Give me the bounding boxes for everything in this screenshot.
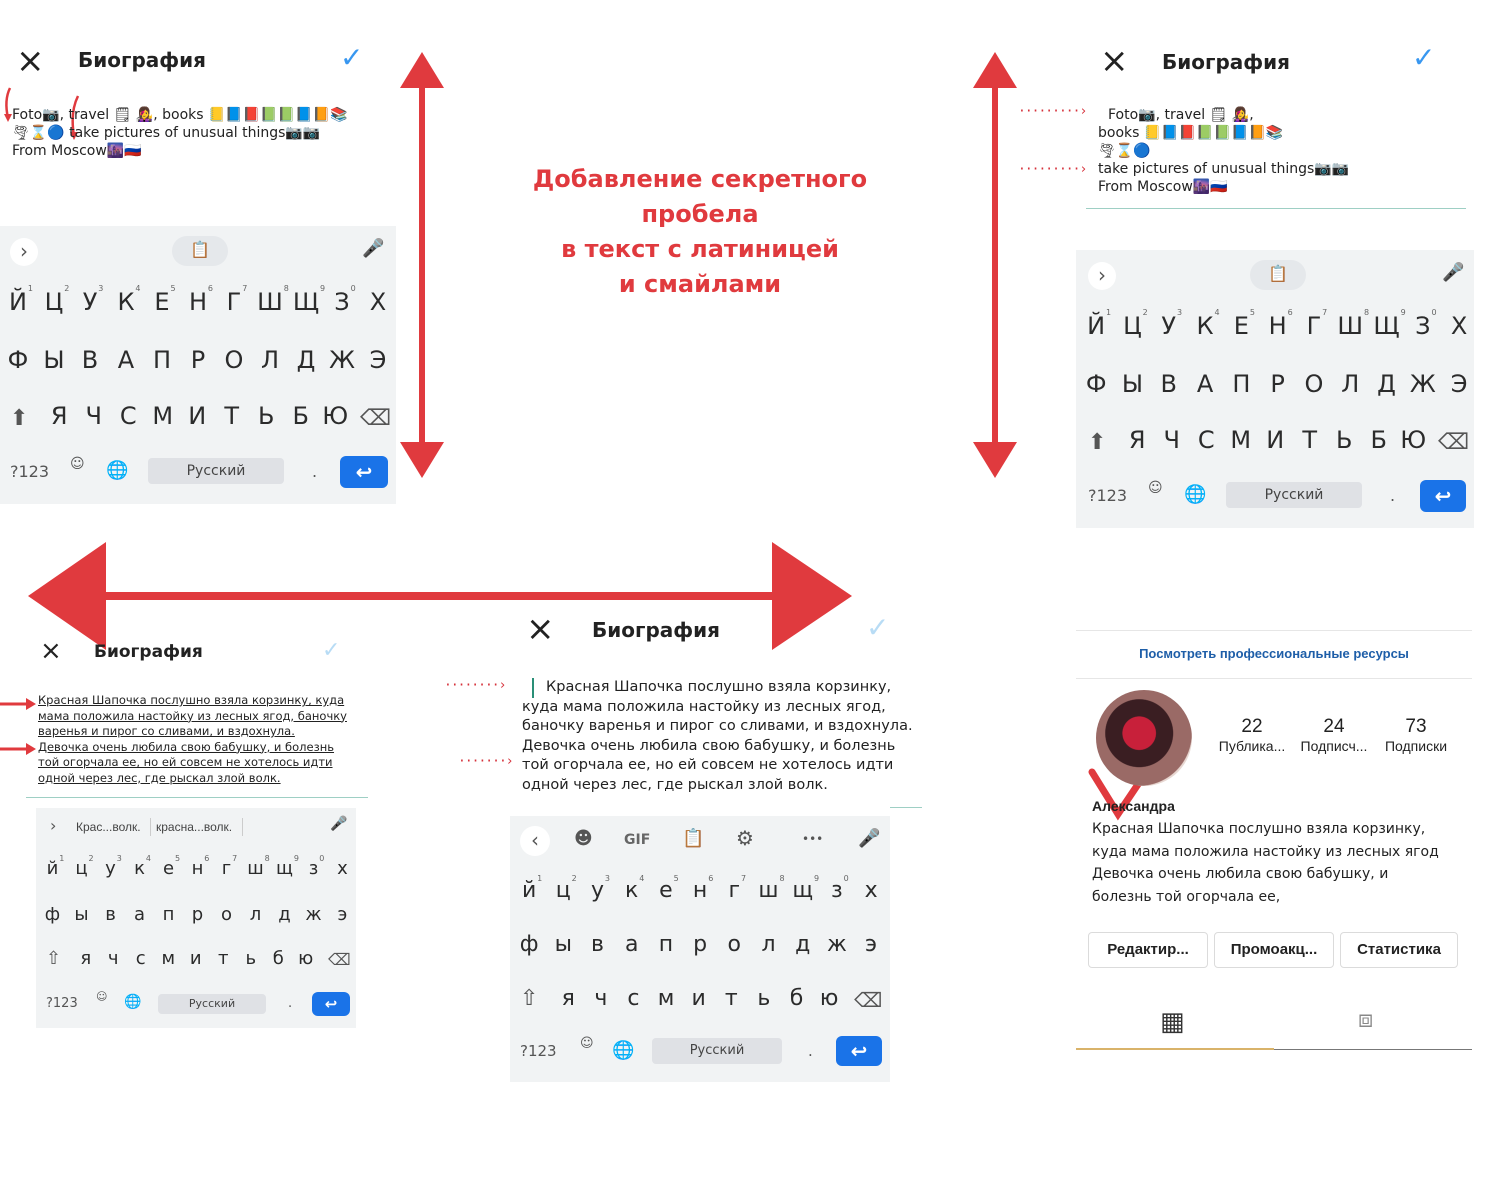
input-underline	[890, 807, 922, 808]
active-tab-indicator	[1076, 1048, 1274, 1050]
key[interactable]: г 7	[728, 874, 747, 903]
shift-icon[interactable]: ⇧	[46, 948, 62, 969]
key[interactable]: Э	[1450, 370, 1468, 398]
horizontal-double-arrow	[28, 542, 852, 650]
key[interactable]: ж	[826, 932, 847, 957]
key[interactable]: У 3	[1161, 308, 1183, 340]
key[interactable]: Д	[1377, 370, 1396, 398]
globe-icon[interactable]: 🌐	[1184, 484, 1207, 505]
key[interactable]: я	[80, 948, 92, 969]
key[interactable]: т	[218, 948, 229, 969]
key[interactable]: з 0	[831, 874, 849, 903]
chevron-left-icon[interactable]: ‹	[520, 826, 550, 856]
gear-icon[interactable]: ⚙	[736, 826, 754, 850]
close-icon[interactable]: ×	[16, 41, 45, 81]
vertical-arrow-left	[400, 52, 444, 478]
shift-icon[interactable]: ⬆	[10, 406, 29, 431]
globe-icon[interactable]: 🌐	[124, 994, 142, 1010]
backspace-icon[interactable]: ⌫	[360, 406, 392, 431]
key[interactable]: ю	[819, 986, 839, 1011]
tab-divider	[1274, 1049, 1472, 1050]
key-digit-hint: 1	[59, 854, 65, 863]
keyboard	[36, 808, 356, 1028]
stat-following[interactable]	[1376, 716, 1456, 754]
small-red-arrows-panel3	[0, 698, 36, 755]
bio-line: Девочка очень любила свою бабушку, и болезнь	[522, 737, 896, 754]
mic-icon[interactable]: 🎤	[330, 816, 348, 832]
close-icon[interactable]: ×	[40, 636, 62, 666]
key-digit-hint: 4	[639, 874, 645, 883]
key[interactable]: К 4	[1196, 308, 1220, 340]
bio-line: одной через лес, где рыскал злой волк.	[522, 776, 828, 793]
key-digit-hint: 4	[1214, 308, 1220, 317]
dashed-arrow: ·······›	[458, 754, 513, 769]
edit-profile-button[interactable]: Редактир...	[1088, 932, 1208, 968]
bio-line: From Moscow🌆🇷🇺	[1098, 179, 1228, 195]
key-digit-hint: 1	[27, 284, 33, 293]
key[interactable]: Й 1	[9, 284, 33, 316]
key[interactable]: а	[624, 932, 639, 957]
key[interactable]: а	[133, 904, 146, 925]
key-digit-hint: 0	[843, 874, 849, 883]
bio-line: варенья и пирог со сливами, и вздохнула.	[38, 724, 295, 738]
key-digit-hint: 3	[604, 874, 610, 883]
key[interactable]: у 3	[105, 854, 122, 879]
key-digit-hint: 7	[740, 874, 747, 883]
stat-value: 73	[1405, 716, 1427, 737]
bio-line: 🌪⌛🔵 take pictures of unusual things📷📷	[12, 125, 321, 141]
more-icon[interactable]: •••	[802, 832, 824, 846]
key[interactable]: В	[81, 346, 99, 374]
key-digit-hint: 4	[135, 284, 141, 293]
key[interactable]: в	[105, 904, 116, 925]
bio-line: take pictures of unusual things📷📷	[1098, 161, 1350, 177]
key-digit-hint: 6	[1287, 308, 1293, 317]
check-icon[interactable]: ✓	[1412, 41, 1436, 74]
backspace-icon[interactable]: ⌫	[328, 950, 351, 969]
key[interactable]: Н 6	[1268, 308, 1293, 340]
key[interactable]: К 4	[117, 284, 141, 316]
check-icon[interactable]: ✓	[866, 611, 890, 644]
heading-line-4: и смайлами	[618, 270, 782, 298]
key[interactable]: Л	[260, 346, 280, 374]
chevron-right-icon[interactable]: ›	[10, 238, 38, 266]
key[interactable]: ю	[298, 948, 314, 969]
period-key[interactable]: .	[288, 996, 293, 1011]
key[interactable]: к 4	[625, 874, 645, 903]
enter-key[interactable]: ↩	[312, 992, 350, 1016]
enter-key[interactable]: ↩	[1420, 480, 1466, 512]
check-icon[interactable]: ✓	[322, 638, 341, 663]
key-digit-hint: 5	[174, 854, 181, 863]
key[interactable]: л	[761, 932, 776, 957]
numbers-key[interactable]: ?123	[46, 996, 78, 1011]
key-digit-hint: 7	[242, 284, 248, 293]
key[interactable]: В	[1160, 370, 1177, 398]
key[interactable]: Я	[50, 402, 68, 430]
key-digit-hint: 3	[1176, 308, 1183, 317]
key-digit-hint: 1	[537, 874, 543, 883]
bio-line: Девочка очень любила свою бабушку, и	[1092, 866, 1389, 882]
key[interactable]: ч	[107, 948, 119, 969]
bio-text-field[interactable]	[12, 106, 347, 160]
numbers-key[interactable]: ?123	[520, 1042, 557, 1060]
key-digit-hint: 2	[571, 874, 577, 883]
key[interactable]: Х	[369, 288, 387, 316]
close-icon[interactable]: ×	[1100, 41, 1129, 81]
key[interactable]: Т	[1302, 426, 1318, 454]
shift-icon[interactable]: ⇧	[520, 986, 539, 1011]
bio-line: From Moscow🌆🇷🇺	[12, 143, 142, 159]
key-digit-hint: 1	[1106, 308, 1112, 317]
key[interactable]: й 1	[46, 854, 65, 879]
profile-name: Александра	[1092, 798, 1175, 814]
key-digit-hint: 0	[1431, 308, 1437, 317]
heading-line-2: пробела	[641, 200, 759, 228]
key[interactable]: Ж	[1409, 370, 1436, 398]
numbers-key[interactable]: ?123	[1088, 486, 1128, 505]
key[interactable]: М	[1230, 426, 1252, 454]
key-digit-hint: 3	[116, 854, 122, 863]
key[interactable]: о	[727, 932, 742, 957]
bio-line: той огорчала ее, но ей совсем не хотелось идти	[522, 757, 894, 773]
key[interactable]: И	[1266, 426, 1285, 454]
page-title: Биография	[94, 642, 203, 662]
key[interactable]: ц 2	[555, 874, 577, 903]
key[interactable]: Б	[1370, 426, 1387, 454]
profile-bio	[1092, 818, 1439, 908]
tutorial-heading	[520, 162, 880, 302]
bio-line: Foto📷, travel 🗒 👩‍🎤,	[1108, 107, 1254, 123]
key[interactable]: Ю	[1400, 426, 1427, 454]
key[interactable]: э	[865, 932, 878, 957]
key[interactable]: Б	[292, 402, 309, 430]
key[interactable]: щ 9	[276, 854, 299, 879]
key[interactable]: м	[161, 948, 176, 969]
key[interactable]: Ч	[85, 402, 102, 430]
bio-line: Девочка очень любила свою бабушку, и болезнь	[38, 739, 335, 754]
key-digit-hint: 8	[779, 874, 785, 883]
key[interactable]: у 3	[590, 874, 610, 903]
space-bar[interactable]: Русский	[652, 1038, 782, 1064]
stat-label: Подписч...	[1300, 738, 1368, 754]
key[interactable]: ф	[519, 932, 539, 957]
bio-text-field[interactable]	[522, 678, 913, 795]
key[interactable]: н 6	[692, 874, 714, 903]
key[interactable]: ц 2	[75, 854, 94, 879]
key-digit-hint: 9	[293, 854, 299, 863]
backspace-icon[interactable]: ⌫	[854, 988, 883, 1012]
key[interactable]: ш 8	[758, 874, 785, 903]
key[interactable]: Р	[1270, 370, 1285, 398]
input-underline	[1086, 208, 1466, 209]
key[interactable]: З 0	[1415, 308, 1437, 340]
key[interactable]: ь	[757, 986, 771, 1011]
suggestion-1[interactable]: Крас...волк.	[76, 820, 141, 834]
check-icon[interactable]: ✓	[340, 41, 364, 74]
key[interactable]: Г 7	[1306, 308, 1328, 340]
bio-line: Красная Шапочка послушно взяла корзинку, куда	[38, 693, 345, 707]
key[interactable]: Ы	[43, 346, 65, 374]
key[interactable]: с	[135, 948, 146, 969]
space-bar[interactable]: Русский	[148, 458, 284, 484]
key[interactable]: х	[864, 878, 878, 903]
key[interactable]: я	[561, 986, 575, 1011]
globe-icon[interactable]: 🌐	[612, 1040, 635, 1061]
key[interactable]: Х	[1450, 312, 1468, 340]
key[interactable]: и	[189, 948, 202, 969]
key-digit-hint: 8	[264, 854, 270, 863]
key[interactable]: Ц 2	[1123, 308, 1148, 340]
grid-icon[interactable]: ▦	[1160, 1006, 1185, 1036]
key[interactable]: Ф	[7, 346, 29, 374]
mic-icon[interactable]: 🎤	[858, 828, 881, 849]
keyboard	[0, 226, 396, 504]
key[interactable]: в	[591, 932, 604, 957]
key[interactable]: х	[337, 858, 348, 879]
key[interactable]: П	[152, 346, 172, 374]
key[interactable]: к 4	[134, 854, 151, 879]
key[interactable]: Е 5	[1233, 308, 1255, 340]
key[interactable]: е 5	[162, 854, 181, 879]
key[interactable]: ч	[594, 986, 608, 1011]
dashed-arrow: ·········›	[1018, 162, 1087, 177]
key[interactable]: э	[337, 904, 348, 925]
key[interactable]: Щ 9	[292, 284, 326, 316]
key[interactable]: д	[278, 904, 291, 925]
clipboard-icon[interactable]: 📋	[172, 236, 228, 266]
key-digit-hint: 6	[204, 854, 210, 863]
key[interactable]: Е 5	[154, 284, 176, 316]
key-digit-hint: 5	[673, 874, 679, 883]
key[interactable]: Л	[1341, 370, 1360, 398]
enter-key[interactable]: ↩	[340, 456, 388, 488]
key[interactable]: р	[191, 904, 204, 925]
gif-button[interactable]: GIF	[624, 832, 651, 848]
key-digit-hint: 4	[145, 854, 151, 863]
key[interactable]: Г 7	[226, 284, 248, 316]
page-title: Биография	[592, 618, 720, 642]
backspace-icon[interactable]: ⌫	[1438, 430, 1470, 455]
key[interactable]: М	[152, 402, 174, 430]
key[interactable]: д	[795, 932, 811, 957]
bio-line: баночку варенья и пирог со сливами, и вздохнула.	[522, 718, 913, 734]
key[interactable]: Т	[224, 402, 240, 430]
suggestion-2[interactable]: красна...волк.	[156, 820, 233, 834]
key[interactable]: м	[657, 986, 675, 1011]
page-title: Биография	[1162, 50, 1290, 74]
key[interactable]: о	[220, 904, 232, 925]
close-icon[interactable]: ×	[526, 609, 555, 649]
bio-line: куда мама положила настойку из лесных ягод	[1092, 843, 1439, 860]
key-digit-hint: 5	[1249, 308, 1255, 317]
bio-line: куда мама положила настойку из лесных ягод,	[522, 698, 886, 715]
key[interactable]: Ж	[329, 346, 355, 374]
clipboard-icon[interactable]: 📋	[682, 828, 705, 849]
key[interactable]: Й 1	[1087, 308, 1112, 340]
bio-text-field[interactable]	[1098, 106, 1349, 196]
bio-line: той огорчала ее, но ей совсем не хотелось идти	[38, 755, 333, 769]
key[interactable]: Ш 8	[257, 284, 289, 316]
key[interactable]: З 0	[334, 284, 356, 316]
sticker-icon[interactable]: ☻	[574, 828, 593, 849]
page-title: Биография	[78, 48, 206, 72]
insights-button[interactable]: Статистика	[1340, 932, 1458, 968]
professional-resources-link[interactable]: Посмотреть профессиональные ресурсы	[1139, 646, 1409, 661]
bio-line: одной через лес, где рыскал злой волк.	[38, 770, 281, 785]
bio-line: Красная Шапочка послушно взяла корзинку,	[1092, 821, 1426, 837]
dashed-arrow: ·········›	[1018, 104, 1087, 119]
key[interactable]: п	[658, 932, 674, 957]
period-key[interactable]: .	[1390, 486, 1396, 505]
key[interactable]: Ь	[258, 402, 275, 430]
key[interactable]: А	[117, 346, 135, 374]
shift-icon[interactable]: ⬆	[1088, 430, 1107, 455]
divider	[1076, 678, 1472, 679]
key[interactable]: Ш 8	[1337, 308, 1370, 340]
key[interactable]: Щ 9	[1373, 308, 1406, 340]
key[interactable]: й 1	[521, 874, 543, 903]
key[interactable]: Ц 2	[44, 284, 70, 316]
stat-followers[interactable]	[1294, 716, 1374, 754]
chevron-right-icon[interactable]: ›	[1088, 262, 1116, 290]
bio-text-field[interactable]	[38, 693, 347, 786]
bio-line: books 📒📘📕📗📗📘📙📚	[1098, 125, 1284, 141]
globe-icon[interactable]: 🌐	[106, 460, 129, 481]
input-underline	[26, 797, 368, 798]
key-digit-hint: 9	[320, 284, 326, 293]
key-digit-hint: 0	[319, 854, 325, 863]
suggestion-divider	[242, 818, 243, 836]
bio-line: болезнь той огорчала ее,	[1092, 888, 1281, 905]
stat-value: 24	[1323, 716, 1345, 737]
key[interactable]: н 6	[191, 854, 210, 879]
key[interactable]: т	[724, 986, 738, 1011]
dashed-arrow: ········›	[444, 678, 506, 693]
key[interactable]: б	[789, 986, 804, 1011]
emoji-icon[interactable]: ☺	[1148, 480, 1163, 496]
key[interactable]: п	[162, 904, 175, 925]
key-digit-hint: 2	[88, 854, 94, 863]
key[interactable]: з 0	[308, 854, 325, 879]
space-bar[interactable]: Русский	[158, 994, 266, 1014]
chevron-right-icon[interactable]: ›	[50, 816, 57, 835]
key[interactable]: Ю	[322, 402, 349, 430]
key[interactable]: Д	[296, 346, 316, 374]
key[interactable]: Р	[190, 346, 206, 374]
emoji-icon[interactable]: ☺	[96, 990, 108, 1003]
numbers-key[interactable]: ?123	[10, 462, 50, 481]
key[interactable]: ж	[305, 904, 322, 925]
key-digit-hint: 9	[813, 874, 820, 883]
key[interactable]: е 5	[659, 874, 679, 903]
period-key[interactable]: .	[312, 462, 318, 481]
key-digit-hint: 2	[1142, 308, 1148, 317]
stat-posts[interactable]	[1212, 716, 1292, 754]
key-digit-hint: 7	[232, 854, 238, 863]
promotions-button[interactable]: Промоакц...	[1214, 932, 1334, 968]
key-digit-hint: 8	[1363, 308, 1370, 317]
key[interactable]: О	[224, 346, 244, 374]
stat-label: Публика...	[1218, 738, 1286, 754]
key[interactable]: ы	[74, 904, 89, 925]
key[interactable]: Э	[369, 346, 387, 374]
stat-label: Подписки	[1384, 738, 1448, 754]
key[interactable]: б	[272, 948, 284, 969]
key[interactable]: Ы	[1121, 370, 1144, 398]
key[interactable]: ы	[554, 932, 572, 957]
suggestion-divider	[150, 818, 151, 836]
key[interactable]: л	[249, 904, 262, 925]
mic-icon[interactable]: 🎤	[1442, 262, 1465, 283]
key-digit-hint: 3	[98, 284, 104, 293]
key[interactable]: с	[627, 986, 640, 1011]
clipboard-icon[interactable]: 📋	[1250, 260, 1306, 290]
tagged-icon[interactable]: ⧈	[1358, 1006, 1374, 1033]
key-digit-hint: 2	[64, 284, 70, 293]
key[interactable]: И	[188, 402, 207, 430]
heading-line-3: в текст с латиницей	[561, 235, 839, 263]
key[interactable]: С	[119, 402, 137, 430]
key[interactable]: ь	[245, 948, 257, 969]
key-digit-hint: 5	[170, 284, 176, 293]
key[interactable]: ш 8	[247, 854, 270, 879]
key[interactable]: Ь	[1336, 426, 1353, 454]
key[interactable]: и	[691, 986, 706, 1011]
key[interactable]: Н 6	[188, 284, 214, 316]
keyboard	[510, 816, 890, 1082]
key-digit-hint: 9	[1400, 308, 1406, 317]
key-digit-hint: 7	[1322, 308, 1328, 317]
key[interactable]: У 3	[82, 284, 104, 316]
bio-line: Красная Шапочка послушно взяла корзинку,	[532, 678, 913, 698]
period-key[interactable]: .	[808, 1042, 813, 1060]
enter-key[interactable]: ↩	[836, 1036, 882, 1066]
key[interactable]: С	[1197, 426, 1215, 454]
emoji-icon[interactable]: ☺	[70, 456, 85, 472]
bio-line: Foto📷, travel 🗒 👩‍🎤, books 📒📘📕📗📗📘📙📚	[12, 107, 348, 123]
stat-value: 22	[1241, 716, 1263, 737]
key[interactable]: г 7	[221, 854, 238, 879]
key[interactable]: А	[1196, 370, 1214, 398]
emoji-icon[interactable]: ☺	[580, 1036, 594, 1051]
key[interactable]: Я	[1128, 426, 1146, 454]
key[interactable]: Ф	[1085, 370, 1107, 398]
bio-line: 🌪⌛🔵	[1098, 143, 1151, 159]
key-digit-hint: 0	[350, 284, 356, 293]
mic-icon[interactable]: 🎤	[362, 238, 385, 259]
key-digit-hint: 6	[708, 874, 714, 883]
key[interactable]: Ч	[1163, 426, 1180, 454]
key-digit-hint: 6	[207, 284, 214, 293]
key[interactable]: р	[693, 932, 708, 957]
avatar[interactable]	[1096, 690, 1192, 786]
key[interactable]: ф	[44, 904, 61, 925]
key[interactable]: щ 9	[792, 874, 820, 903]
heading-line-1: Добавление секретного	[532, 165, 868, 193]
key-digit-hint: 8	[283, 284, 289, 293]
keyboard	[1076, 250, 1474, 528]
key[interactable]: П	[1232, 370, 1251, 398]
vertical-arrow-right	[973, 52, 1017, 478]
divider	[1076, 630, 1472, 631]
bio-line: мама положила настойку из лесных ягод, баночку	[38, 708, 347, 723]
key[interactable]: О	[1304, 370, 1324, 398]
space-bar[interactable]: Русский	[1226, 482, 1362, 508]
